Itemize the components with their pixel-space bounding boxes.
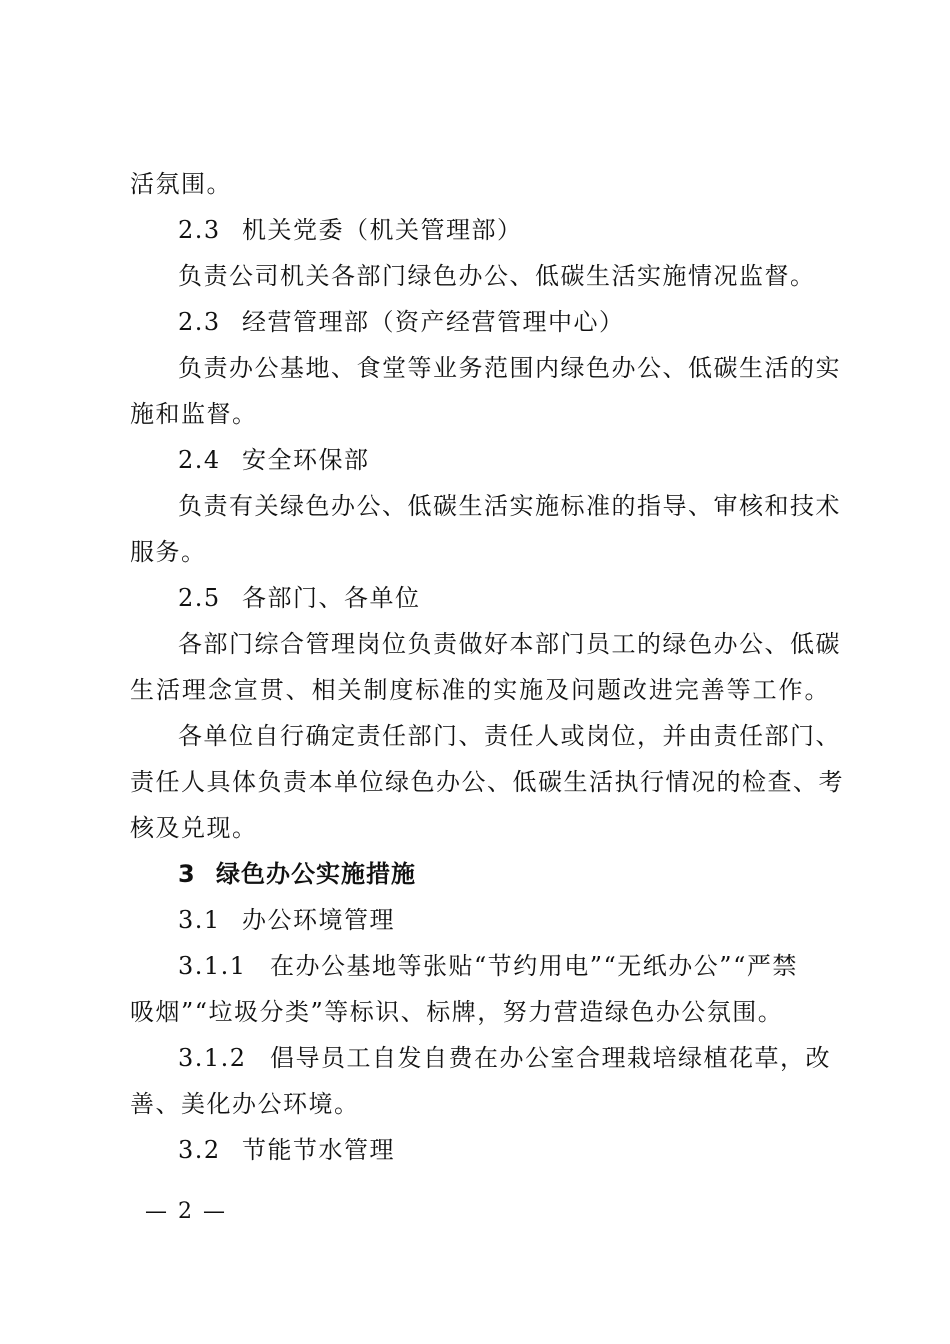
section-heading-3-1 (178, 902, 878, 938)
paragraph-line: 责任人具体负责本单位绿色办公、低碳生活执行情况的检查、考 (130, 768, 844, 796)
section-title: 经营管理部（资产经营管理中心） (242, 308, 625, 336)
section-number: 2.4 (178, 446, 221, 474)
paragraph-continuation: 活氛围。 (130, 170, 232, 198)
section-heading-2-5 (178, 580, 878, 616)
paragraph-line: 负责办公基地、食堂等业务范围内绿色办公、低碳生活的实 (178, 354, 841, 382)
paragraph-line: 各部门综合管理岗位负责做好本部门员工的绿色办公、低碳 (178, 630, 841, 658)
paragraph-line: 服务。 (130, 538, 207, 566)
clause-number: 3.1.1 (178, 952, 247, 980)
chapter-number: 3 (178, 860, 196, 888)
chapter-title: 绿色办公实施措施 (216, 860, 416, 888)
chapter-heading-3 (178, 856, 878, 892)
section-number: 2.5 (178, 584, 221, 612)
section-title: 各部门、各单位 (242, 584, 421, 612)
section-heading-3-2 (178, 1132, 878, 1168)
paragraph-line: 施和监督。 (130, 400, 258, 428)
section-title: 安全环保部 (242, 446, 370, 474)
section-number: 2.3 (178, 308, 221, 336)
section-title: 办公环境管理 (242, 906, 395, 934)
clause-text: 倡导员工自发自费在办公室合理栽培绿植花草，改 (270, 1044, 831, 1072)
paragraph-line: 各单位自行确定责任部门、责任人或岗位，并由责任部门、 (178, 722, 841, 750)
paragraph-line: 善、美化办公环境。 (130, 1090, 360, 1118)
paragraph: 负责公司机关各部门绿色办公、低碳生活实施情况监督。 (178, 262, 816, 290)
clause-number: 3.1.2 (178, 1044, 247, 1072)
paragraph-line: 负责有关绿色办公、低碳生活实施标准的指导、审核和技术 (178, 492, 841, 520)
section-heading-2-4 (178, 442, 878, 478)
clause-3-1-2 (178, 1040, 878, 1076)
clause-text: 在办公基地等张贴“节约用电”“无纸办公”“严禁 (270, 952, 798, 980)
section-number: 2.3 (178, 216, 221, 244)
section-number: 3.2 (178, 1136, 221, 1164)
section-heading-2-3-party (178, 212, 878, 248)
paragraph-line: 吸烟”“垃圾分类”等标识、标牌，努力营造绿色办公氛围。 (130, 998, 784, 1026)
section-number: 3.1 (178, 906, 221, 934)
section-heading-2-3-operations (178, 304, 878, 340)
section-title: 机关党委（机关管理部） (242, 216, 523, 244)
paragraph-line: 核及兑现。 (130, 814, 258, 842)
section-title: 节能节水管理 (242, 1136, 395, 1164)
clause-3-1-1 (178, 948, 878, 984)
paragraph-line: 生活理念宣贯、相关制度标准的实施及问题改进完善等工作。 (130, 676, 830, 704)
page-number: — 2 — (145, 1199, 227, 1224)
